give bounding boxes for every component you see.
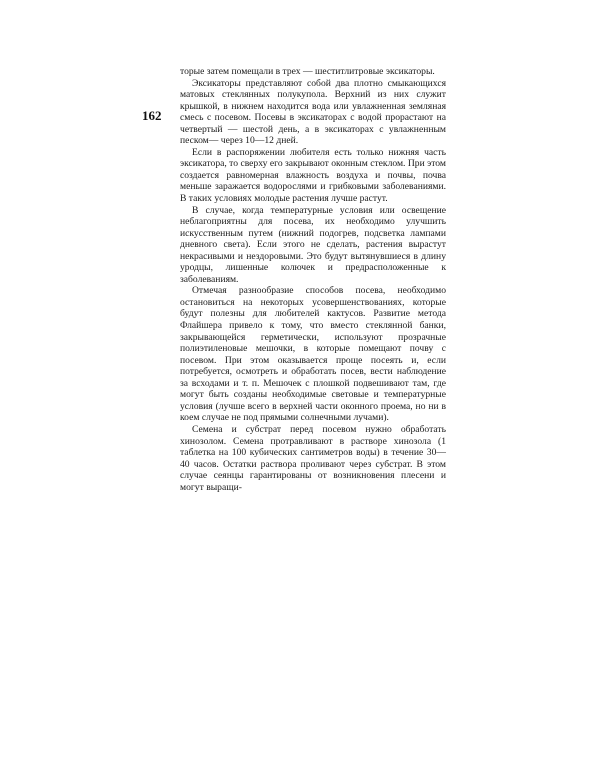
body-text — [180, 66, 446, 493]
paragraph: Отмечая разнообразие способов посева, необходимо остановиться на некоторых усовершенствованиях, которые будут полезны для любителей кактусов. Развитие метода Флайшера привело к тому, что вместо стеклянной банки, закрывающейся герметически, используют прозрачные полиэтиленовые мешочки, в которые помещают почву с посевом. При этом оказывается проще посеять и, если потребуется, осмотреть и обработать посев, вести наблюдение за всходами и т. п. Мешочек с плошкой подвешивают там, где могут быть созданы необходимые световые и температурные условия (лучше всего в верхней части оконного проема, но ни в коем случае не под прямыми солнечными лучами). — [180, 285, 446, 424]
paragraph: Если в распоряжении любителя есть только нижняя часть эксикатора, то сверху его закрывают оконным стеклом. При этом создается равномерная влажность воздуха и почвы, почва меньше заражается водорослями и грибковыми заболеваниями. В таких условиях молодые растения лучше растут. — [180, 146, 446, 205]
paragraph: Эксикаторы представляют собой два плотно смыкающихся матовых стеклянных полукупола. Верхний из них служит крышкой, в нижнем находится вода или увлажненная земляная смесь с посевом. Посевы в эксикаторах с водой прорастают на четвертый — шестой день, а в эксикаторах с увлажненным песком— через 10—12 дней. — [180, 77, 446, 147]
paragraph: В случае, когда температурные условия или освещение неблагоприятны для посева, их необходимо улучшить искусственным путем (нижний подогрев, подсветка лампами дневного света). Если этого не сделать, растения вырастут некрасивыми и нездоровыми. Это будут вытянувшиеся в длину уродцы, лишенные колючек и предрасположенные к заболеваниям. — [180, 204, 446, 285]
paragraph: торые затем помещали в трех — шеститлитровые эксикаторы. — [180, 66, 435, 77]
page-number: 162 — [142, 108, 162, 123]
paragraph: Семена и субстрат перед посевом нужно обработать хинозолом. Семена протравливают в растворе хинозола (1 таблетка на 100 кубических сантиметров воды) в течение 30—40 часов. Остатки раствора проливают через субстрат. В этом случае сеянцы гарантированы от возникновения плесени и могут выращи- — [180, 423, 446, 493]
